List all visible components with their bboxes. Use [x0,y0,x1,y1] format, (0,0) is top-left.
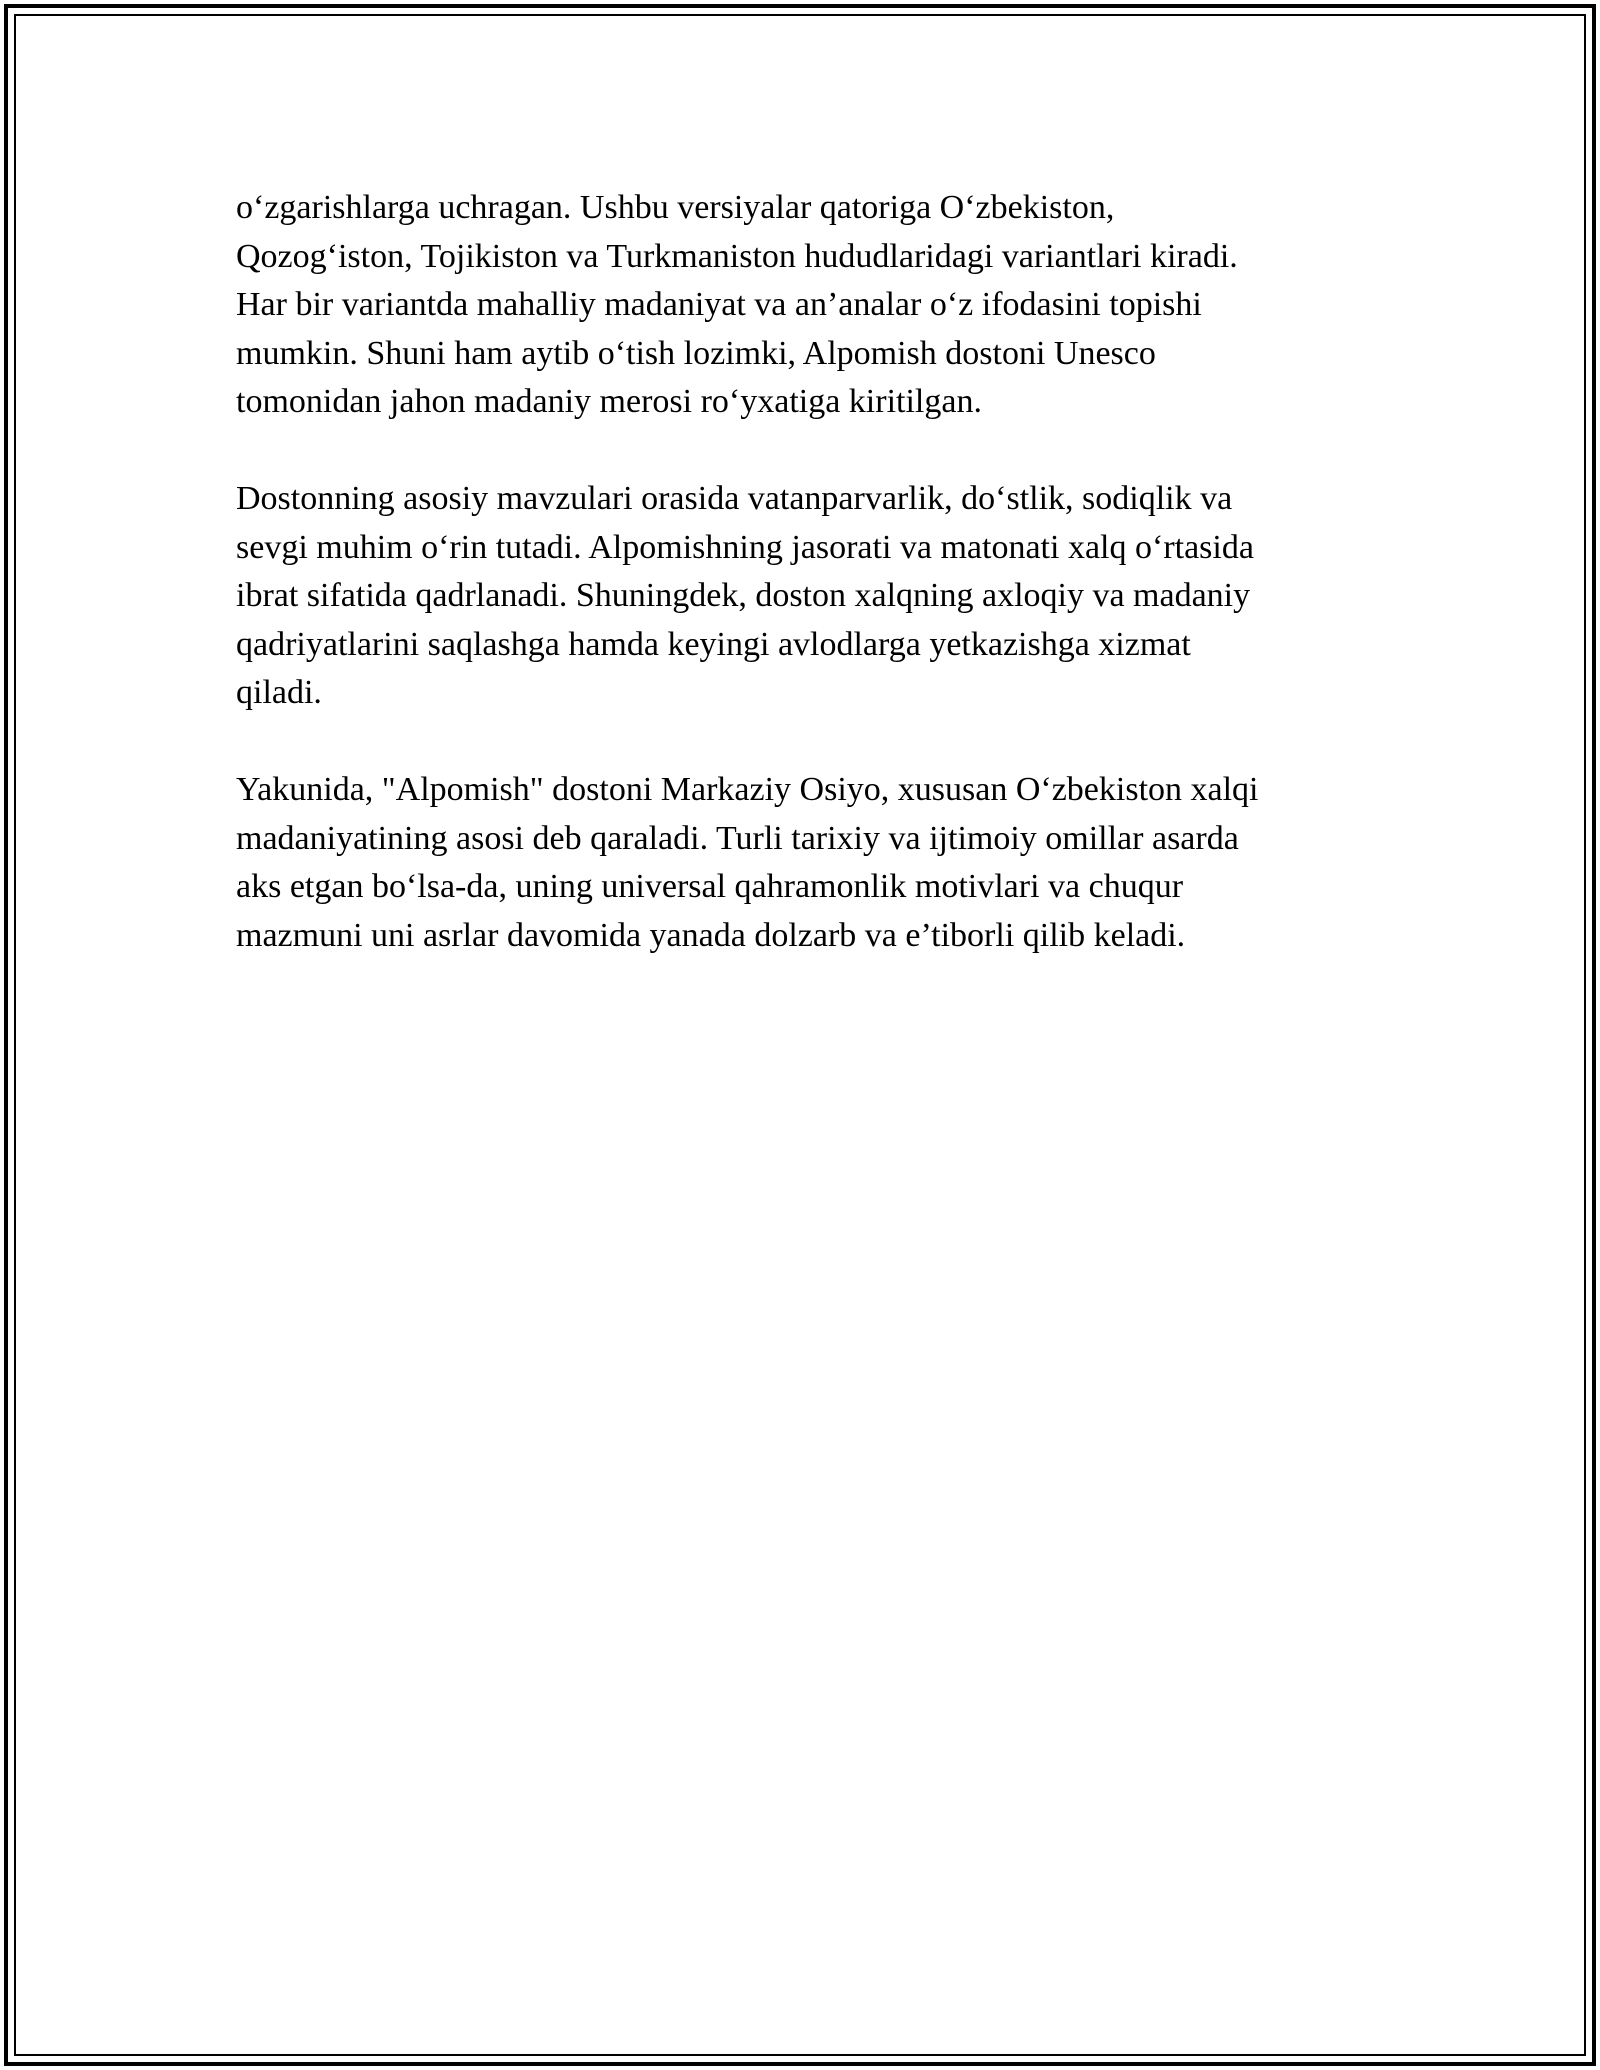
text-line: mumkin. Shuni ham aytib o‘tish lozimki, Alpomish dostoni Unesco [236,334,1156,372]
text-line: qadriyatlarini saqlashga hamda keyingi avlodlarga yetkazishga xizmat [236,625,1191,663]
text-line: o‘zgarishlarga uchragan. Ushbu versiyalar qatoriga O‘zbekiston, [236,189,1115,226]
text-line: tomonidan jahon madaniy merosi ro‘yxatiga kiritilgan. [236,383,982,420]
text-line: Qozog‘iston, Tojikiston va Turkmaniston hududlaridagi variantlari kiradi. [236,237,1238,275]
paragraph-themes [236,475,1376,718]
text-line: Har bir variantda mahalliy madaniyat va an’analar o‘z ifodasini topishi [236,286,1202,323]
text-line: mazmuni uni asrlar davomida yanada dolzarb va e’tiborli qilib keladi. [236,916,1186,954]
text-line: sevgi muhim o‘rin tutadi. Alpomishning jasorati va matonati xalq o‘rtasida [236,528,1254,566]
text-line: madaniyatining asosi deb qaraladi. Turli tarixiy va ijtimoiy omillar asarda [236,819,1239,857]
text-line: qiladi. [236,674,322,711]
paragraph-variants [236,184,1376,427]
document-body [236,184,1376,1009]
text-line: Dostonning asosiy mavzulari orasida vatanparvarlik, do‘stlik, sodiqlik va [236,480,1233,517]
text-line: ibrat sifatida qadrlanadi. Shuningdek, doston xalqning axloqiy va madaniy [236,577,1251,614]
text-line: aks etgan bo‘lsa-da, uning universal qahramonlik motivlari va chuqur [236,868,1184,905]
paragraph-conclusion [236,766,1376,960]
text-line: Yakunida, "Alpomish" dostoni Markaziy Osiyo, xususan O‘zbekiston xalqi [236,771,1259,808]
